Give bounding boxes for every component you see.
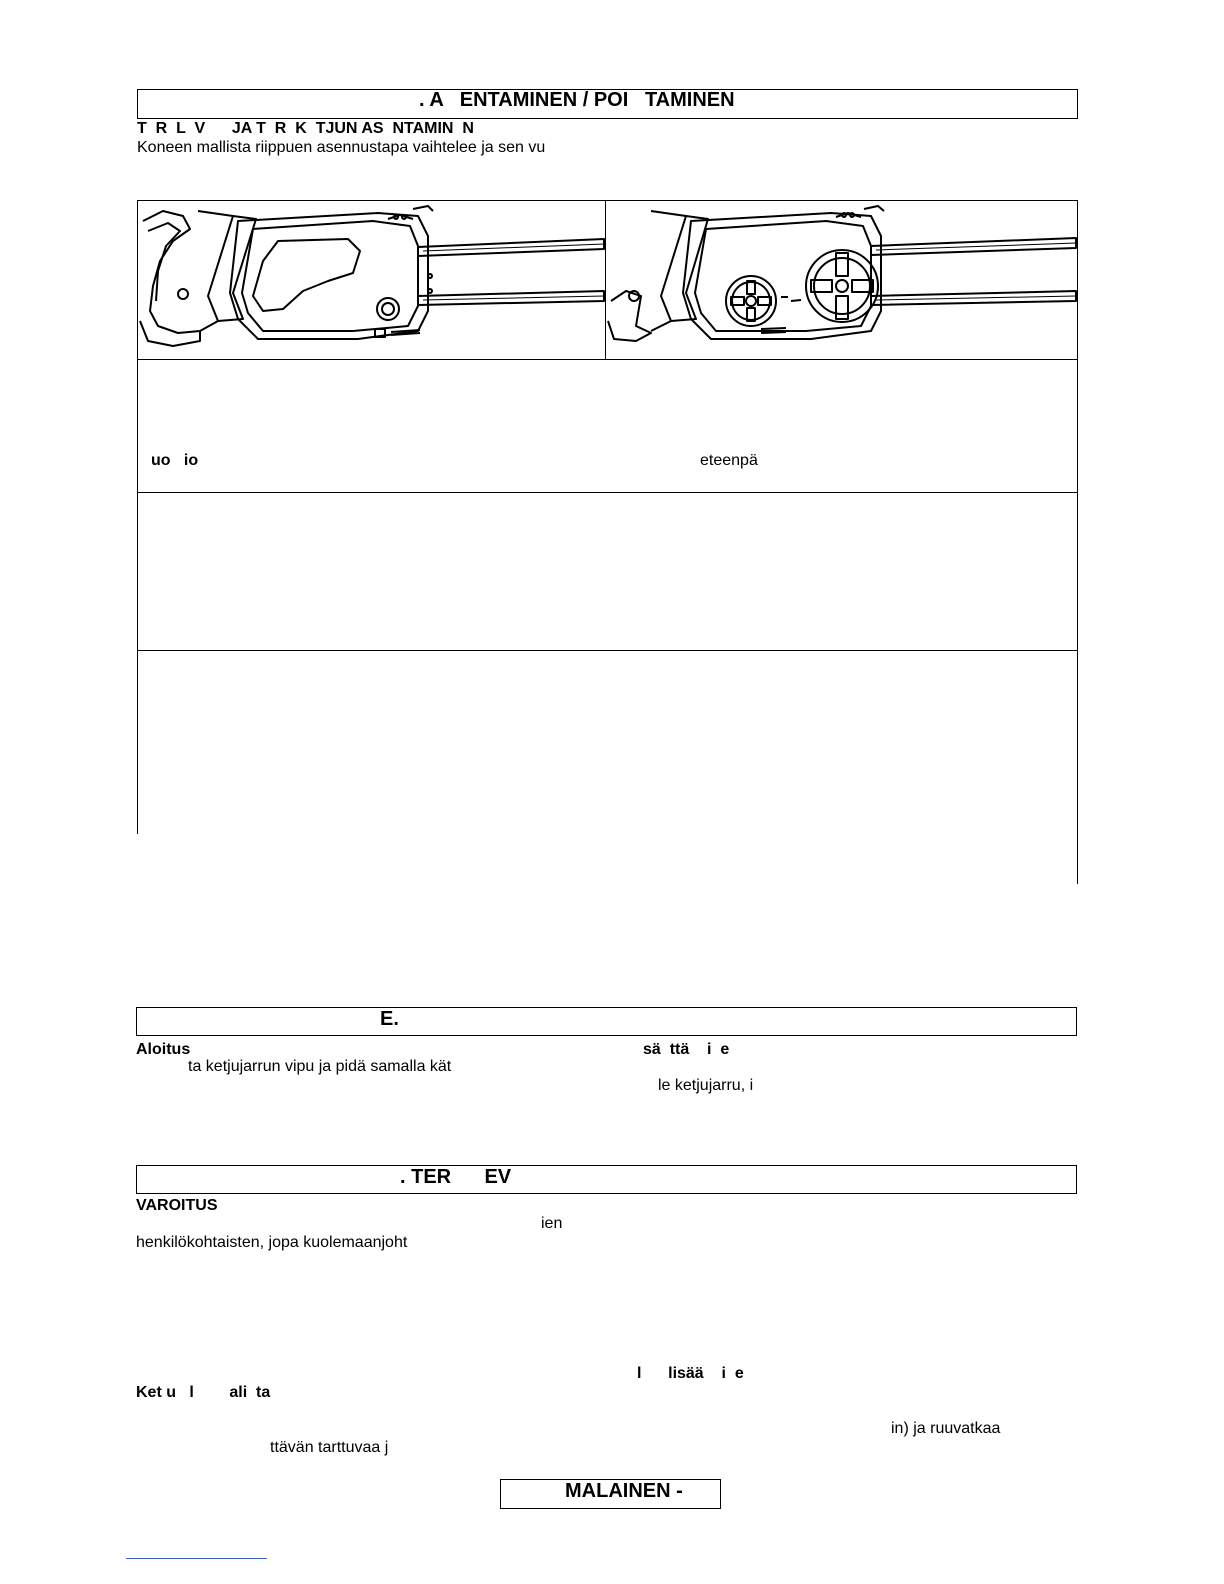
section2-title-box xyxy=(136,1007,1077,1036)
section3-subheading: Ket u l ali ta xyxy=(136,1384,271,1401)
chainsaw-knob-cover-illustration xyxy=(606,201,1077,359)
table-row1-left-text: uo io xyxy=(151,452,199,469)
warning-heading: VAROITUS xyxy=(136,1197,218,1214)
section3-title: . TER EV xyxy=(400,1166,512,1188)
section1-intro: Koneen mallista riippuen asennustapa vaihtelee ja sen vu xyxy=(137,139,546,156)
footer-link-underline xyxy=(126,1558,267,1559)
chainsaw-closed-cover-illustration xyxy=(138,201,605,359)
section2-left-text: ta ketjujarrun vipu ja pidä samalla kät xyxy=(188,1058,452,1075)
warning-text: henkilökohtaisten, jopa kuolemaanjoht xyxy=(136,1234,408,1251)
section2-title: E. xyxy=(380,1008,399,1030)
section2-left-heading: Aloitus xyxy=(136,1041,191,1058)
section2-right-heading: sä ttä i e xyxy=(643,1041,730,1058)
section3-title-box xyxy=(136,1165,1077,1194)
section2-right-text: le ketjujarru, i xyxy=(658,1077,754,1094)
table-row-divider-3 xyxy=(137,650,1078,651)
section1-title: . A ENTAMINEN / POI TAMINEN xyxy=(419,89,735,111)
figure-table xyxy=(137,200,1078,884)
section3-right-heading: l lisää i e xyxy=(637,1365,744,1382)
table-row1-right-text: eteenpä xyxy=(700,452,758,469)
section3-right-text: in) ja ruuvatkaa xyxy=(891,1420,1001,1437)
table-row-divider-1 xyxy=(137,359,1078,360)
table-right-border xyxy=(1077,200,1078,884)
section1-subtitle: T R L V JA T R K TJUN AS NTAMIN N xyxy=(137,120,474,137)
footer-label: MALAINEN - xyxy=(565,1480,683,1502)
table-row-divider-2 xyxy=(137,492,1078,493)
warning-fragment: ien xyxy=(541,1215,563,1232)
section3-bottom-text: ttävän tarttuvaa j xyxy=(270,1439,389,1456)
